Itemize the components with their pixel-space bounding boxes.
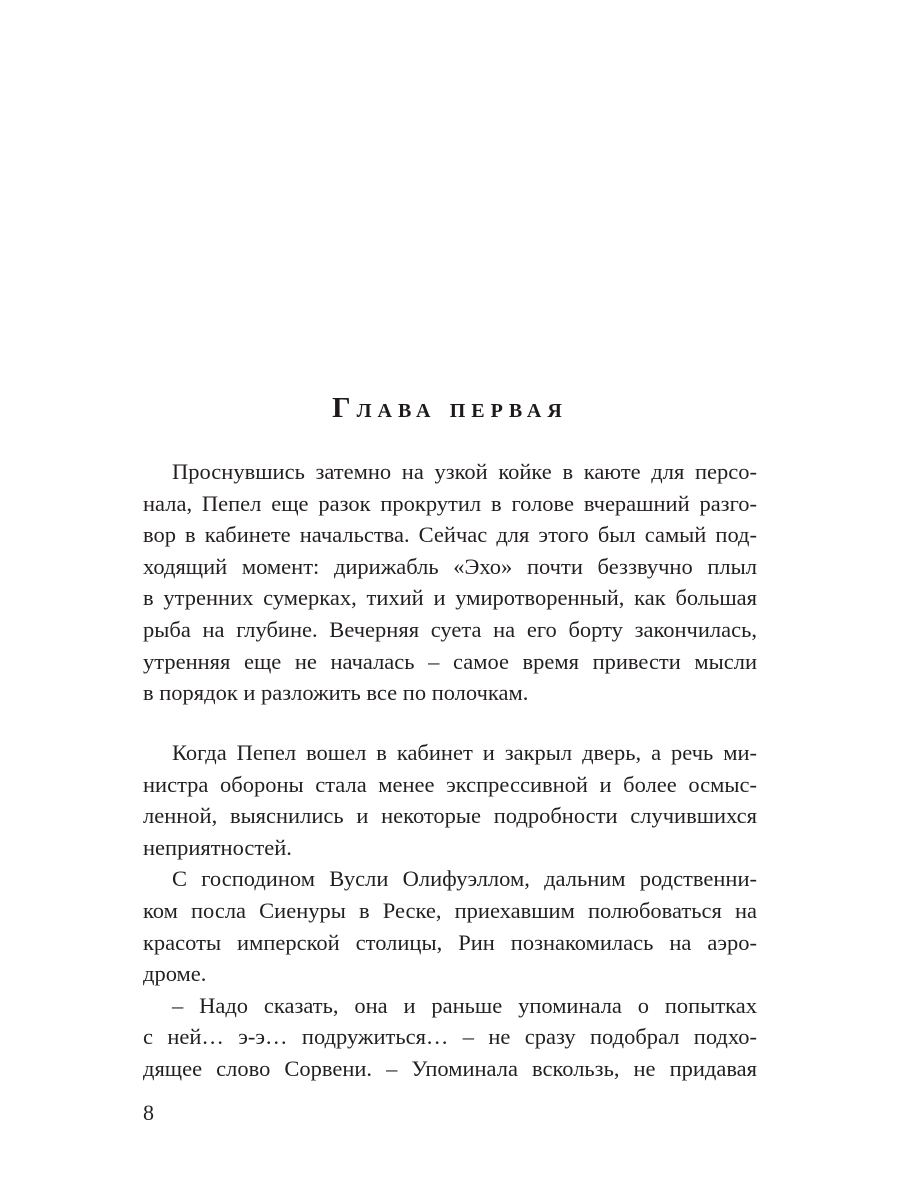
text-line: с ней… э-э… подружиться… – не сразу подобрал подхо- xyxy=(143,1024,757,1050)
text-line: красоты имперской столицы, Рин познакомилась на аэро- xyxy=(143,929,757,955)
text-line: нистра обороны стала менее экспрессивной и более осмыс- xyxy=(143,771,757,797)
text-line: в утренних сумерках, тихий и умиротворенный, как большая xyxy=(143,585,757,611)
text-line: – Надо сказать, она и раньше упоминала о попытках xyxy=(172,992,757,1018)
text-line: дроме. xyxy=(143,961,207,987)
text-line: вор в кабинете начальства. Сейчас для этого был самый под- xyxy=(143,522,757,548)
paragraph-4 xyxy=(143,990,757,1085)
paragraph-group xyxy=(143,737,757,1085)
text-line: в порядок и разложить все по полочкам. xyxy=(143,680,529,706)
text-line: Проснувшись затемно на узкой койке в каюте для персо- xyxy=(172,459,757,484)
text-line: нала, Пепел еще разок прокрутил в голове вчерашний разго- xyxy=(143,490,757,516)
page-number: 8 xyxy=(143,1100,154,1125)
chapter-title: Глава первая xyxy=(332,392,568,424)
paragraph-1 xyxy=(143,456,757,709)
text-line: ходящий момент: дирижабль «Эхо» почти беззвучно плыл xyxy=(143,553,757,579)
text-line: ленной, выяснились и некоторые подробности случившихся xyxy=(143,803,757,829)
text-line: утренняя еще не началась – самое время привести мысли xyxy=(143,648,757,674)
text-line: Когда Пепел вошел в кабинет и закрыл дверь, а речь ми- xyxy=(172,740,757,765)
text-line: С господином Вусли Олифуэллом, дальним родственни- xyxy=(172,866,757,892)
text-line: неприятностей. xyxy=(143,834,292,860)
paragraph-2 xyxy=(143,737,757,863)
text-line: дящее слово Сорвени. – Упоминала вскользь, не придавая xyxy=(143,1055,757,1081)
text-line: рыба на глубине. Вечерняя суета на его борту закончилась, xyxy=(143,616,757,642)
paragraph-3 xyxy=(143,863,757,989)
text-line: ком посла Сиенуры в Реске, приехавшим полюбоваться на xyxy=(143,897,757,923)
